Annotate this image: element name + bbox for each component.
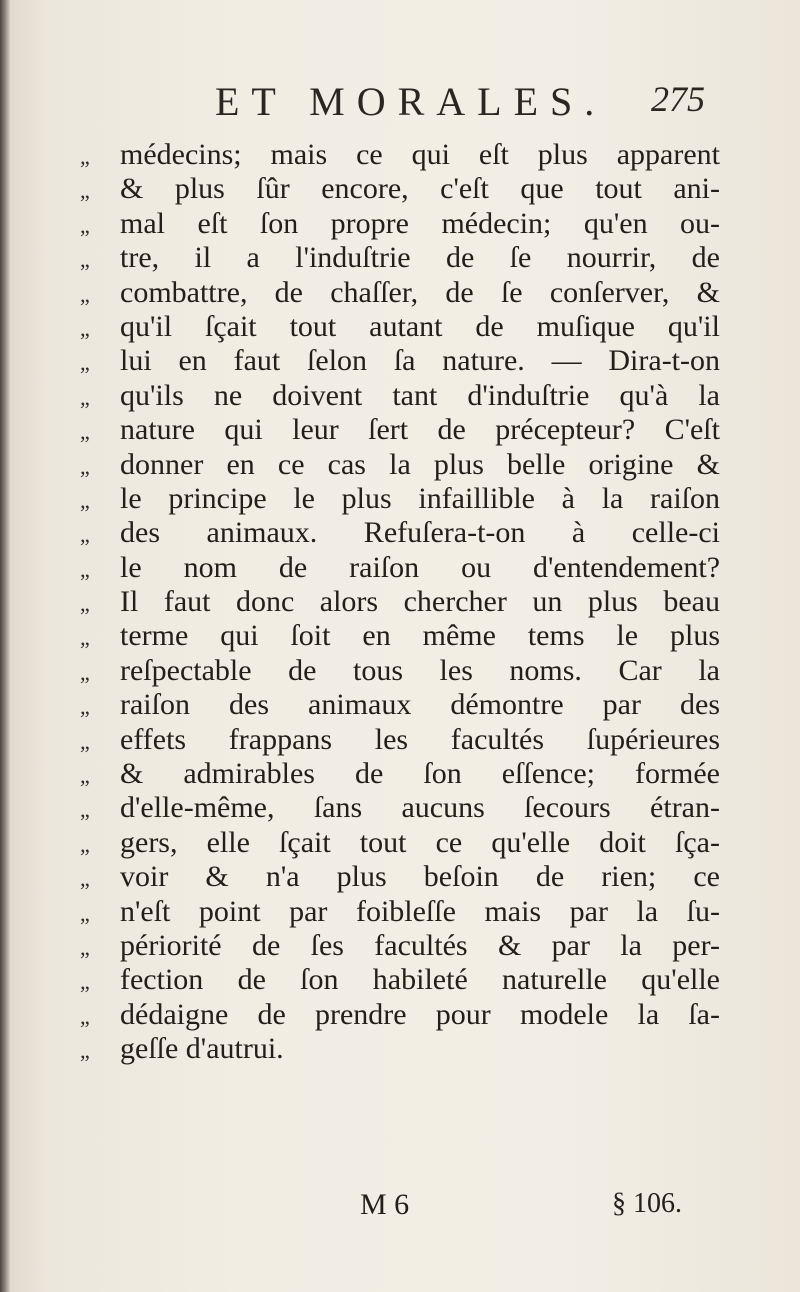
text-line: [80, 654, 720, 688]
text-line: [80, 310, 720, 344]
line-text: n'eſt point par foibleſſe mais par la ſu-: [120, 894, 720, 928]
text-line: [80, 757, 720, 791]
text-line: [80, 860, 720, 894]
quotation-mark: „: [80, 659, 90, 685]
text-line: [80, 1032, 720, 1066]
quotation-mark: „: [80, 212, 90, 238]
line-text: tre, il a l'induſtrie de ſe nourrir, de: [120, 241, 720, 275]
line-text: terme qui ſoit en même tems le plus: [120, 619, 721, 653]
line-text: gers, elle ſçait tout ce qu'elle doit ſça-: [120, 825, 720, 859]
text-line: [80, 138, 720, 172]
line-text: qu'il ſçait tout autant de muſique qu'il: [120, 309, 720, 343]
quotation-mark: „: [80, 419, 90, 445]
text-line: [80, 516, 720, 550]
text-line: [80, 241, 720, 275]
line-text: le principe le plus infaillible à la raiſon: [120, 481, 721, 515]
quotation-mark: „: [80, 247, 90, 273]
text-line: [80, 379, 720, 413]
signature-mark: M 6: [360, 1188, 410, 1221]
quotation-mark: „: [80, 522, 90, 548]
line-text: fection de ſon habileté naturelle qu'elle: [120, 963, 720, 997]
text-line: [80, 895, 720, 929]
text-line: [80, 344, 720, 378]
text-line: [80, 207, 720, 241]
text-line: [80, 585, 720, 619]
text-line: [80, 688, 720, 722]
quotation-mark: „: [80, 178, 90, 204]
line-text: & plus ſûr encore, c'eſt que tout ani-: [120, 172, 721, 206]
line-text: le nom de raiſon ou d'entendement?: [120, 550, 721, 584]
line-text: effets frappans les facultés ſupérieures: [120, 722, 721, 756]
quotation-mark: „: [80, 866, 90, 892]
text-line: [80, 482, 720, 516]
running-head: ET MORALES.: [215, 79, 607, 124]
quotation-mark: „: [80, 1038, 90, 1064]
text-line: [80, 551, 720, 585]
line-text: geſſe d'autrui.: [120, 1032, 284, 1066]
quotation-mark: „: [80, 144, 90, 169]
line-text: des animaux. Refuſera-t-on à celle-ci: [120, 516, 720, 550]
page-footer: [360, 1188, 682, 1232]
text-line: [80, 619, 720, 653]
text-line: [80, 998, 720, 1032]
quotation-mark: „: [80, 453, 90, 479]
text-line: [80, 791, 720, 825]
line-text: périorité de ſes facultés & par la per-: [120, 928, 720, 962]
quotation-mark: „: [80, 934, 90, 960]
quotation-mark: „: [80, 694, 90, 720]
quotation-mark: „: [80, 487, 90, 513]
quotation-mark: „: [80, 315, 90, 341]
line-text: qu'ils ne doivent tant d'induſtrie qu'à la: [120, 378, 720, 412]
line-text: médecins; mais ce qui eſt plus apparent: [120, 138, 720, 171]
line-text: donner en ce cas la plus belle origine &: [120, 447, 720, 481]
line-text: & admirables de ſon eſſence; formée: [120, 757, 720, 791]
quotation-mark: „: [80, 797, 90, 823]
text-line: [80, 723, 720, 757]
line-text: combattre, de chaſſer, de ſe conſerver, &: [120, 275, 720, 309]
line-text: lui en faut ſelon ſa nature. — Dira-t-on: [120, 344, 721, 378]
line-text: mal eſt ſon propre médecin; qu'en ou-: [120, 206, 721, 240]
text-line: [80, 413, 720, 447]
line-text: d'elle-même, ſans aucuns ſecours étran-: [120, 791, 720, 825]
catchword: § 106.: [612, 1188, 682, 1219]
quotation-mark: „: [80, 763, 90, 789]
text-line: [80, 963, 720, 997]
quotation-mark: „: [80, 384, 90, 410]
line-text: Il faut donc alors chercher un plus beau: [120, 585, 720, 619]
line-text: reſpectable de tous les noms. Car la: [120, 653, 720, 687]
text-line: [80, 276, 720, 310]
quotation-mark: „: [80, 831, 90, 857]
page-binding-edge: [0, 0, 10, 1292]
text-line: [80, 929, 720, 963]
page-number: 275: [651, 79, 705, 119]
page-header: [215, 76, 705, 124]
quotation-mark: „: [80, 900, 90, 926]
quotation-mark: „: [80, 969, 90, 995]
text-line: [80, 172, 720, 206]
text-block: [80, 138, 720, 1067]
line-text: raiſon des animaux démontre par des: [120, 688, 721, 722]
quotation-mark: „: [80, 556, 90, 582]
text-line: [80, 448, 720, 482]
quotation-mark: „: [80, 625, 90, 651]
quotation-mark: „: [80, 591, 90, 617]
line-text: nature qui leur ſert de précepteur? C'eſt: [120, 413, 720, 447]
text-line: [80, 826, 720, 860]
quotation-mark: „: [80, 350, 90, 376]
line-text: voir & n'a plus beſoin de rien; ce: [120, 860, 720, 894]
quotation-mark: „: [80, 728, 90, 754]
quotation-mark: „: [80, 281, 90, 307]
line-text: dédaigne de prendre pour modele la ſa-: [120, 997, 720, 1031]
quotation-mark: „: [80, 1003, 90, 1029]
